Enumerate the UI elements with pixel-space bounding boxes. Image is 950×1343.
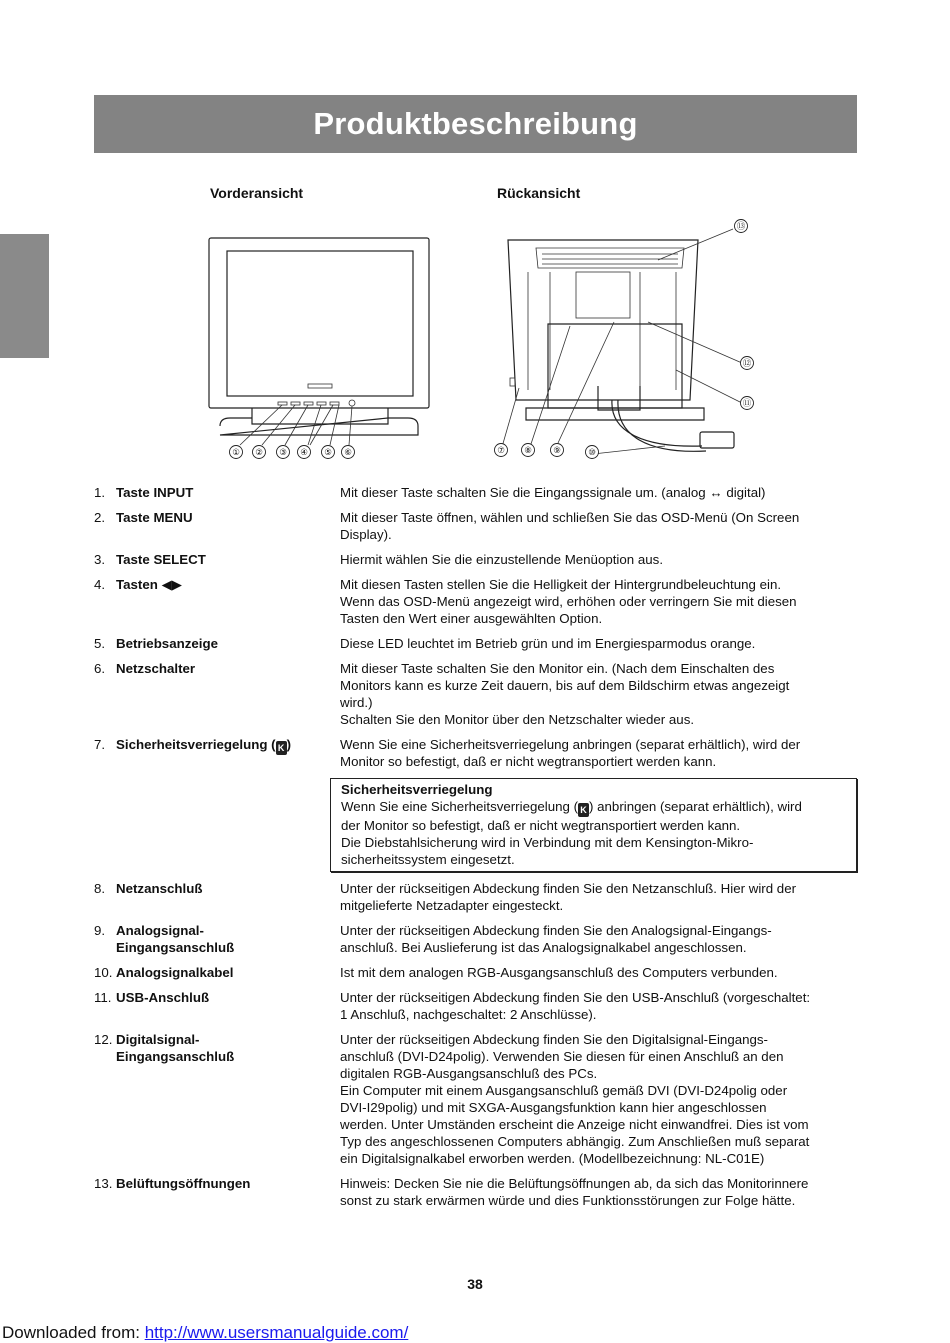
front-view-label: Vorderansicht	[210, 185, 304, 201]
rear-view-illustration	[490, 210, 770, 464]
item-name: Sicherheitsverriegelung ( K )	[116, 737, 292, 753]
note-title: Sicherheitsverriegelung	[341, 782, 493, 797]
cable-port-cutout	[598, 386, 640, 410]
item-number: 12.	[94, 1032, 113, 1047]
list-item	[94, 989, 857, 1023]
item-name: Netzanschluß	[116, 881, 203, 896]
list-item	[94, 635, 857, 652]
item-description: Mit dieser Taste schalten Sie die Eingangssignale um. (analog ↔ digital)	[340, 485, 766, 500]
item-description: Ist mit dem analogen RGB-Ausgangsanschluß des Computers verbunden.	[340, 965, 778, 980]
item-number: 9.	[94, 923, 106, 938]
item-number: 7.	[94, 737, 106, 752]
item-number: 2.	[94, 510, 106, 525]
download-footer	[2, 1323, 408, 1343]
item-description: Unter der rückseitigen Abdeckung finden Sie den USB-Anschluß (vorgeschaltet: 1 Anschluß, nachgeschaltet: 2 Anschlüsse).	[340, 990, 811, 1022]
item-name: Taste INPUT	[116, 485, 194, 500]
download-prefix: Downloaded from:	[2, 1323, 145, 1342]
callout-10-label: ⑩	[588, 448, 596, 458]
note-line: Wenn Sie eine Sicherheitsverriegelung ( K ) anbringen (separat erhältlich), wird	[341, 799, 802, 815]
item-number: 13.	[94, 1176, 113, 1191]
item-description: Mit dieser Taste öffnen, wählen und schließen Sie das OSD-Menü (On Screen Display).	[340, 510, 800, 542]
item-description: Wenn Sie eine Sicherheitsverriegelung anbringen (separat erhältlich), wird der Monitor so befestigt, daß er nicht wegtransportiert werden kann.	[340, 737, 801, 769]
front-logo	[308, 384, 332, 388]
front-callout-numbers	[230, 446, 355, 459]
item-number: 3.	[94, 552, 106, 567]
note-line: sicherheitssystem eingesetzt.	[341, 852, 515, 867]
item-description: Unter der rückseitigen Abdeckung finden Sie den Netzanschluß. Hier wird der mitgelieferte Netzadapter eingesteckt.	[340, 881, 797, 913]
download-link[interactable]: http://www.usersmanualguide.com/	[144, 1323, 409, 1342]
item-name: Taste MENU	[116, 510, 193, 525]
item-name: Analogsignal- Eingangsanschluß	[116, 923, 235, 955]
callout-4-label: ④	[300, 448, 308, 458]
callout-1-label: ①	[232, 448, 240, 458]
item-description: Mit dieser Taste schalten Sie den Monitor ein. (Nach dem Einschalten des Monitors kann es kurze Zeit dauern, bis auf dem Bildschirm etwas angezeigt wird.) Schalten Sie den Monitor über den Netzschalter wieder aus.	[340, 661, 790, 727]
rear-callout-numbers	[495, 220, 754, 459]
item-description: Unter der rückseitigen Abdeckung finden Sie den Digitalsignal-Eingangs- anschluß (DVI-D24polig). Verwenden Sie diesen für einen Anschluß an den digitalen RGB-Ausgangsanschluß des PCs. Ein Computer mit einem Ausgangsanschluß gemäß DVI (DVI-D24polig oder DVI-I29polig) und mit SXGA-Ausgangsfunktion kann hier angeschlossen werden. Unter Umständen erscheint die Anzeige nicht einwandfrei. Dies ist vom Typ des angeschlossenen Computers abhängig. Zum Anschließen muß separat ein Digitalsignalkabel erworben werden. (Modellbezeichnung: NL-C01E)	[340, 1032, 810, 1166]
item-description: Hiermit wählen Sie die einzustellende Menüoption aus.	[340, 552, 664, 567]
list-item	[94, 880, 857, 914]
back-view-label: Rückansicht	[497, 185, 581, 201]
front-buttons	[278, 400, 355, 406]
page-title-text: Produktbeschreibung	[313, 106, 638, 141]
list-item	[94, 509, 857, 543]
list-item	[94, 736, 857, 770]
security-note-row	[94, 778, 857, 872]
item-number: 11.	[94, 990, 112, 1005]
callout-9-label: ⑨	[553, 446, 561, 456]
list-item	[94, 551, 857, 568]
front-view-illustration	[200, 232, 440, 464]
vesa-plate	[576, 272, 630, 318]
callout-2-label: ②	[255, 448, 263, 458]
security-note-box	[330, 778, 857, 872]
item-name: Belüftungsöffnungen	[116, 1176, 251, 1191]
callout-13-label: ⑬	[736, 222, 746, 232]
list-item	[94, 1175, 857, 1209]
item-number: 5.	[94, 636, 106, 651]
item-name: Taste SELECT	[116, 552, 206, 567]
list-item	[94, 484, 857, 501]
item-number: 6.	[94, 661, 106, 676]
item-name: Betriebsanzeige	[116, 636, 218, 651]
item-number: 4.	[94, 577, 106, 592]
list-item	[94, 922, 857, 956]
signal-cable	[612, 400, 702, 446]
item-description: Unter der rückseitigen Abdeckung finden Sie den Analogsignal-Eingangs- anschluß. Bei Auslieferung ist das Analogsignalkabel angeschlossen.	[340, 923, 772, 955]
item-name: USB-Anschluß	[116, 990, 210, 1005]
callout-5-label: ⑤	[324, 448, 332, 458]
item-number: 8.	[94, 881, 106, 896]
stand-neck	[252, 408, 388, 424]
list-item	[94, 660, 857, 728]
front-leader-lines	[240, 405, 352, 445]
lock-slot	[510, 378, 515, 386]
list-item	[94, 576, 857, 627]
callout-11-label: ⑪	[742, 399, 752, 409]
monitor-screen	[227, 251, 413, 396]
page-title	[94, 95, 857, 153]
note-line: der Monitor so befestigt, daß er nicht wegtransportiert werden kann.	[341, 818, 741, 833]
monitor-bezel	[209, 238, 429, 408]
lock-icon: K	[578, 803, 589, 817]
lock-icon: K	[276, 741, 287, 755]
rear-side-lines	[528, 272, 676, 390]
item-name: Digitalsignal- Eingangsanschluß	[116, 1032, 235, 1064]
callout-8-label: ⑧	[524, 446, 532, 456]
vent-slots	[542, 254, 678, 264]
item-number: 1.	[94, 485, 106, 500]
item-description: Diese LED leuchtet im Betrieb grün und im Energiesparmodus orange.	[340, 636, 756, 651]
list-item	[94, 1031, 857, 1167]
callout-3-label: ③	[279, 448, 287, 458]
callout-12-label: ⑫	[742, 359, 752, 369]
item-name: Tasten ◀▶	[116, 577, 183, 592]
item-name: Netzschalter	[116, 661, 196, 676]
callout-7-label: ⑦	[497, 446, 505, 456]
item-description: Mit diesen Tasten stellen Sie die Helligkeit der Hintergrundbeleuchtung ein. Wenn das OSD-Menü angezeigt wird, erhöhen oder verringern Sie mit diesen Tasten den Wert einer ausgewählten Option.	[340, 577, 797, 626]
note-line: Die Diebstahlsicherung wird in Verbindung mit dem Kensington-Mikro-	[341, 835, 754, 850]
rear-cover	[548, 324, 682, 408]
section-tab	[0, 234, 49, 358]
item-number: 10.	[94, 965, 113, 980]
callout-6-label: ⑥	[344, 448, 352, 458]
list-item	[94, 964, 857, 981]
dvi-connector	[700, 432, 734, 448]
item-name: Analogsignalkabel	[116, 965, 234, 980]
feature-list	[94, 484, 857, 1217]
page-number: 38	[467, 1276, 483, 1292]
item-description: Hinweis: Decken Sie nie die Belüftungsöffnungen ab, da sich das Monitorinnere sonst zu stark erwärmen würde und dies Funktionsstörungen zur Folge hätte.	[340, 1176, 809, 1208]
